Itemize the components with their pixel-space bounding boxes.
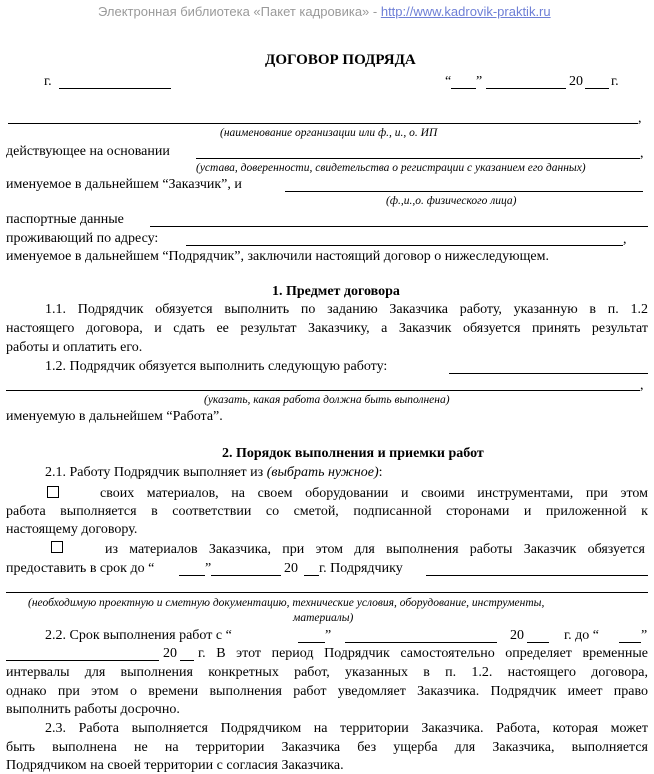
- hint-work: (указать, какая работа должна быть выполнена): [204, 394, 450, 406]
- opt2-line2-c: 20: [284, 561, 298, 576]
- p21-line: [45, 464, 383, 481]
- opt2-month-field[interactable]: [211, 575, 281, 576]
- p23-l2: быть выполнена не на территории Заказчика без ущерба для Заказчика, выполняется: [6, 740, 648, 755]
- passport-field[interactable]: [150, 226, 648, 227]
- library-header-text: Электронная библиотека «Пакет кадровика» -: [98, 4, 381, 19]
- p22-from-month-field[interactable]: [345, 642, 497, 643]
- p22-a: 2.2. Срок выполнения работ с “: [45, 628, 232, 643]
- p21-colon: :: [378, 465, 383, 480]
- p22-to-day-field[interactable]: [619, 642, 641, 643]
- p22-b: ”: [325, 628, 332, 643]
- customer-name-field[interactable]: [285, 191, 643, 192]
- p11-line1: 1.1. Подрядчик обязуется выполнить по заданию Заказчика работу, указанную в п. 1.2: [45, 302, 648, 317]
- date-quote-open: “: [445, 74, 452, 89]
- option-customer-materials-checkbox[interactable]: [51, 541, 63, 553]
- p22-c: 20: [510, 628, 524, 643]
- opt2-line2-a: предоставить в срок до “: [6, 561, 155, 576]
- date-quote-close: ”: [476, 74, 483, 89]
- opt2-line1: из материалов Заказчика, при этом для выполнения работы Заказчик обязуется: [105, 542, 645, 557]
- work-field-1[interactable]: [449, 373, 648, 374]
- document-title: ДОГОВОР ПОДРЯДА: [265, 52, 416, 68]
- passport-label: паспортные данные: [6, 212, 124, 227]
- p22-d: г. до “: [564, 628, 599, 643]
- opt1-line2: работа выполняется в соответствии со сметой, подписанной сторонами и приложенной к: [6, 504, 648, 519]
- hint-docs-2: материалы): [293, 612, 354, 624]
- hint-organization: (наименование организации или ф., и., о. ИП: [220, 127, 438, 139]
- p22-to-month-field[interactable]: [6, 660, 159, 661]
- date-year-suffix: г.: [611, 74, 619, 89]
- opt1-line3: настоящему договору.: [6, 522, 138, 537]
- p22-l5: выполнить работы досрочно.: [6, 702, 180, 717]
- comma: ,: [623, 232, 627, 247]
- opt2-docs-field[interactable]: [6, 592, 648, 593]
- opt2-contractor-field[interactable]: [426, 575, 648, 576]
- date-day-field[interactable]: [451, 88, 476, 89]
- p12-line3: именуемую в дальнейшем “Работа”.: [6, 409, 223, 424]
- opt1-line1: своих материалов, на своем оборудовании и своими инструментами, при этом: [100, 486, 648, 501]
- p22-from-year-field[interactable]: [527, 642, 549, 643]
- date-year-prefix: 20: [569, 74, 583, 89]
- hint-docs-1: (необходимую проектную и сметную документацию, технические условия, оборудование, инструменты,: [28, 597, 545, 609]
- p11-line3: работы и оплатить его.: [6, 340, 143, 355]
- p12-line1: 1.2. Подрядчик обязуется выполнить следующую работу:: [45, 359, 388, 374]
- city-field[interactable]: [59, 88, 171, 89]
- contractor-line: именуемое в дальнейшем “Подрядчик”, заключили настоящий договор о нижеследующем.: [6, 249, 549, 264]
- p21-text: 2.1. Работу Подрядчик выполняет из: [45, 465, 267, 480]
- hint-basis: (устава, доверенности, свидетельства о регистрации с указанием его данных): [196, 162, 586, 174]
- basis-field[interactable]: [196, 158, 640, 159]
- opt2-day-field[interactable]: [179, 575, 205, 576]
- p22-l3: интервалы для выполнения конкретных работ, указанных в п. 1.2. настоящего договора,: [6, 665, 648, 680]
- p22-from-day-field[interactable]: [298, 642, 325, 643]
- p21-hint: (выбрать нужное): [266, 465, 379, 480]
- opt2-line2-d: г. Подрядчику: [319, 561, 403, 576]
- p22-e: ”: [641, 628, 648, 643]
- comma: ,: [638, 111, 642, 126]
- library-header: [98, 4, 551, 19]
- p22-to-year-field[interactable]: [180, 660, 194, 661]
- address-label: проживающий по адресу:: [6, 231, 159, 246]
- section-1-heading: 1. Предмет договора: [272, 284, 400, 299]
- comma: ,: [640, 146, 644, 161]
- opt2-year-field[interactable]: [304, 575, 319, 576]
- p22-l4: однако при этом о времени выполнения работ уведомляет Заказчика. Подрядчик имеет право: [6, 684, 648, 699]
- p22-l2-a: 20: [163, 646, 177, 661]
- p22-l2-b: г. В этот период Подрядчик самостоятельно определяет временные: [198, 646, 648, 661]
- date-year-field[interactable]: [585, 88, 609, 89]
- organization-name-field[interactable]: [8, 123, 638, 124]
- city-label: г.: [44, 74, 52, 89]
- acting-on-basis-label: действующее на основании: [6, 144, 170, 159]
- library-link[interactable]: http://www.kadrovik-praktik.ru: [380, 4, 551, 19]
- p23-l1: 2.3. Работа выполняется Подрядчиком на территории Заказчика. Работа, которая может: [45, 721, 648, 736]
- opt2-line2-b: ”: [205, 561, 212, 576]
- p11-line2: настоящего договора, и сдать ее результат Заказчику, а Заказчик обязуется принять результат: [6, 321, 648, 336]
- customer-label: именуемое в дальнейшем “Заказчик”, и: [6, 177, 242, 192]
- p23-l3: Подрядчиком на своей территории с согласия Заказчика.: [6, 758, 344, 773]
- section-2-heading: 2. Порядок выполнения и приемки работ: [222, 446, 484, 461]
- comma: ,: [640, 378, 644, 393]
- date-month-field[interactable]: [486, 88, 566, 89]
- option-own-materials-checkbox[interactable]: [47, 486, 59, 498]
- work-field-2[interactable]: [6, 390, 640, 391]
- hint-fio: (ф.,и.,о. физического лица): [386, 195, 517, 207]
- address-field[interactable]: [186, 245, 623, 246]
